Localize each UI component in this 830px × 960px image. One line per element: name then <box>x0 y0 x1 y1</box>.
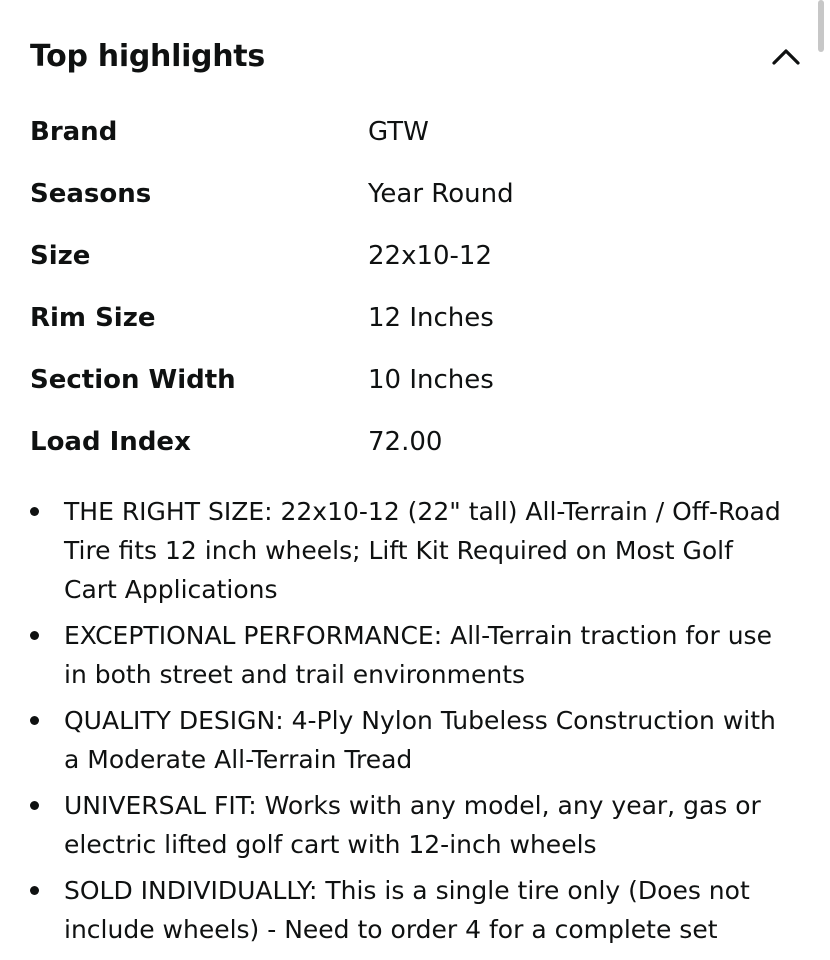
spec-label: Seasons <box>30 179 152 209</box>
list-item <box>30 492 790 609</box>
bullet-text: EXCEPTIONAL PERFORMANCE: All-Terrain traction for use in both street and trail environments <box>64 621 772 689</box>
list-item <box>30 616 790 694</box>
spec-value: 12 Inches <box>368 303 494 333</box>
bullet-text: QUALITY DESIGN: 4-Ply Nylon Tubeless Construction with a Moderate All-Terrain Tread <box>64 706 776 774</box>
section-title: Top highlights <box>30 38 265 74</box>
spec-row-size <box>30 225 790 287</box>
chevron-up-icon[interactable] <box>770 40 802 72</box>
spec-value: 72.00 <box>368 427 443 457</box>
spec-label: Rim Size <box>30 303 156 333</box>
specs-table <box>30 101 790 473</box>
spec-row-load-index <box>30 411 790 473</box>
spec-value: Year Round <box>368 179 514 209</box>
bullet-text: THE RIGHT SIZE: 22x10-12 (22" tall) All-Terrain / Off-Road Tire fits 12 inch wheels; Lift Kit Required on Most Golf Cart Applications <box>64 497 781 604</box>
bullet-dot-icon <box>30 716 39 725</box>
list-item <box>30 701 790 779</box>
spec-row-seasons <box>30 163 790 225</box>
bullet-dot-icon <box>30 886 39 895</box>
spec-value: 22x10-12 <box>368 241 493 271</box>
spec-row-section-width <box>30 349 790 411</box>
section-header[interactable] <box>30 28 802 84</box>
scrollbar[interactable] <box>818 0 824 52</box>
feature-bullets <box>30 492 790 956</box>
bullet-dot-icon <box>30 507 39 516</box>
bullet-dot-icon <box>30 801 39 810</box>
spec-value: 10 Inches <box>368 365 494 395</box>
list-item <box>30 786 790 864</box>
bullet-text: UNIVERSAL FIT: Works with any model, any year, gas or electric lifted golf cart with 12-inch wheels <box>64 791 761 859</box>
spec-label: Size <box>30 241 91 271</box>
spec-label: Brand <box>30 117 118 147</box>
spec-row-brand <box>30 101 790 163</box>
spec-label: Section Width <box>30 365 236 395</box>
spec-row-rim-size <box>30 287 790 349</box>
bullet-dot-icon <box>30 631 39 640</box>
spec-label: Load Index <box>30 427 191 457</box>
spec-value: GTW <box>368 117 429 147</box>
list-item <box>30 871 790 949</box>
bullet-text: SOLD INDIVIDUALLY: This is a single tire only (Does not include wheels) - Need to order 4 for a complete set <box>64 876 750 944</box>
